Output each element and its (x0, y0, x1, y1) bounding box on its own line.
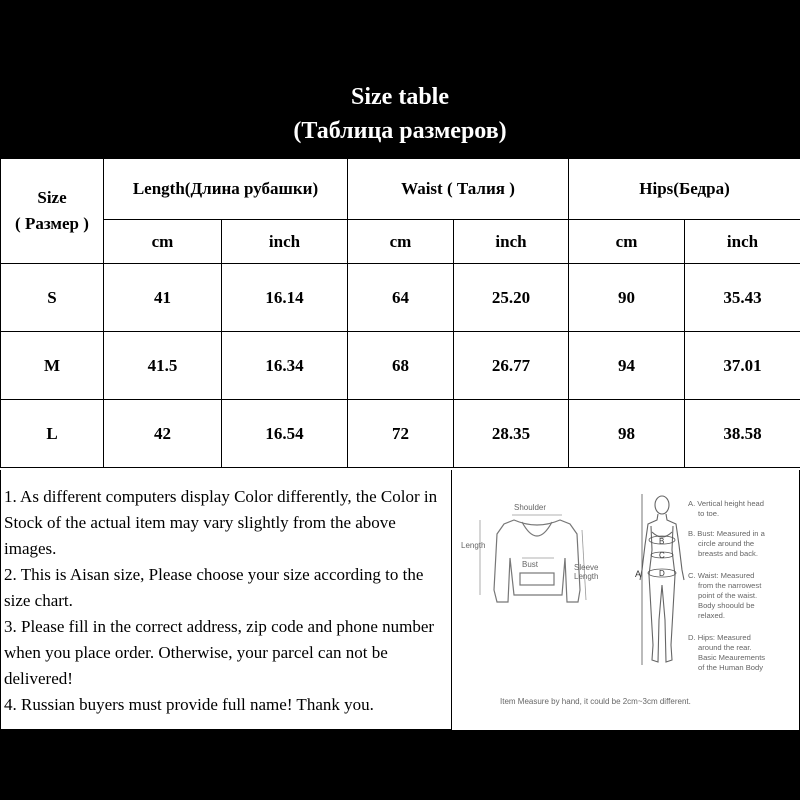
legend-line: to toe. (698, 509, 720, 518)
letter-d: D (659, 569, 665, 578)
legend-line: from the narrowest (698, 581, 762, 590)
legend-line: B. Bust: Measured in a (688, 529, 765, 538)
legend-line: Body shoould be (698, 601, 755, 610)
bust-label: Bust (522, 560, 539, 569)
value-cell: 41 (104, 264, 222, 332)
letter-a: A (635, 569, 642, 579)
hips-header: Hips(Бедра) (569, 159, 800, 220)
size-cell: S (1, 264, 104, 332)
note-item: 1. As different computers display Color differently, the Color in Stock of the actual item may vary slightly from the above images. (4, 487, 438, 558)
size-cell: L (1, 400, 104, 468)
body-figure-icon (640, 496, 684, 662)
shoulder-label: Shoulder (514, 503, 547, 512)
value-cell: 41.5 (104, 332, 222, 400)
value-cell: 72 (348, 400, 454, 468)
value-cell: 94 (569, 332, 685, 400)
legend-line: C. Waist: Measured (688, 571, 755, 580)
note-item: 2. This is Aisan size, Please choose your size according to the size chart. (4, 565, 424, 610)
unit-row (1, 220, 800, 264)
value-cell: 38.58 (685, 400, 800, 468)
value-cell: 37.01 (685, 332, 800, 400)
table-row (1, 400, 800, 468)
unit-cell: cm (104, 220, 222, 264)
waist-header: Waist ( Талия ) (348, 159, 569, 220)
sleeve-length-label: Length (574, 572, 599, 581)
unit-cell: inch (222, 220, 348, 264)
measurement-illustration (452, 470, 800, 730)
value-cell: 16.54 (222, 400, 348, 468)
legend-line: breasts and back. (698, 549, 758, 558)
value-cell: 16.34 (222, 332, 348, 400)
unit-cell: inch (685, 220, 800, 264)
unit-cell: cm (569, 220, 685, 264)
legend-line: relaxed. (698, 611, 726, 620)
legend-line: point of the waist. (698, 591, 758, 600)
size-chart-sheet (0, 70, 800, 730)
length-label: Length (461, 541, 486, 550)
measure-footnote: Item Measure by hand, it could be 2cm~3cm different. (500, 697, 691, 706)
table-row (1, 264, 800, 332)
measurement-diagram (452, 470, 800, 730)
size-table (0, 158, 800, 468)
value-cell: 25.20 (454, 264, 569, 332)
length-header: Length(Длина рубашки) (104, 159, 348, 220)
letter-c: C (659, 551, 665, 560)
table-row (1, 332, 800, 400)
value-cell: 42 (104, 400, 222, 468)
note-item: 3. Please fill in the correct address, zip code and phone number when you place order. Otherwise, your parcel can not be delivered! (4, 617, 435, 688)
table-header-row (1, 159, 800, 220)
value-cell: 68 (348, 332, 454, 400)
value-cell: 26.77 (454, 332, 569, 400)
value-cell: 90 (569, 264, 685, 332)
size-header-label-ru: ( Размер ) (15, 214, 89, 233)
size-header-label: Size (37, 188, 67, 207)
value-cell: 98 (569, 400, 685, 468)
size-header-cell (1, 159, 104, 264)
sleeve-label: Sleeve (574, 563, 599, 572)
unit-cell: cm (348, 220, 454, 264)
value-cell: 35.43 (685, 264, 800, 332)
legend-line: of the Human Body (698, 663, 764, 672)
note-item: 4. Russian buyers must provide full name! Thank you. (4, 695, 374, 714)
page-title: Size table (351, 84, 449, 110)
legend-line: A. Vertical height head (688, 499, 764, 508)
legend-line: around the rear. (698, 643, 752, 652)
size-cell: M (1, 332, 104, 400)
legend-line: circle around the (698, 539, 755, 548)
value-cell: 28.35 (454, 400, 569, 468)
measurement-legend (688, 499, 766, 672)
legend-line: Basic Meaurements (698, 653, 766, 662)
legend-line: D. Hips: Measured (688, 633, 751, 642)
header-banner (0, 70, 800, 158)
letter-b: B (659, 537, 665, 546)
value-cell: 64 (348, 264, 454, 332)
value-cell: 16.14 (222, 264, 348, 332)
page-subtitle: (Таблица размеров) (293, 118, 507, 144)
notes-panel (0, 470, 452, 730)
unit-cell: inch (454, 220, 569, 264)
